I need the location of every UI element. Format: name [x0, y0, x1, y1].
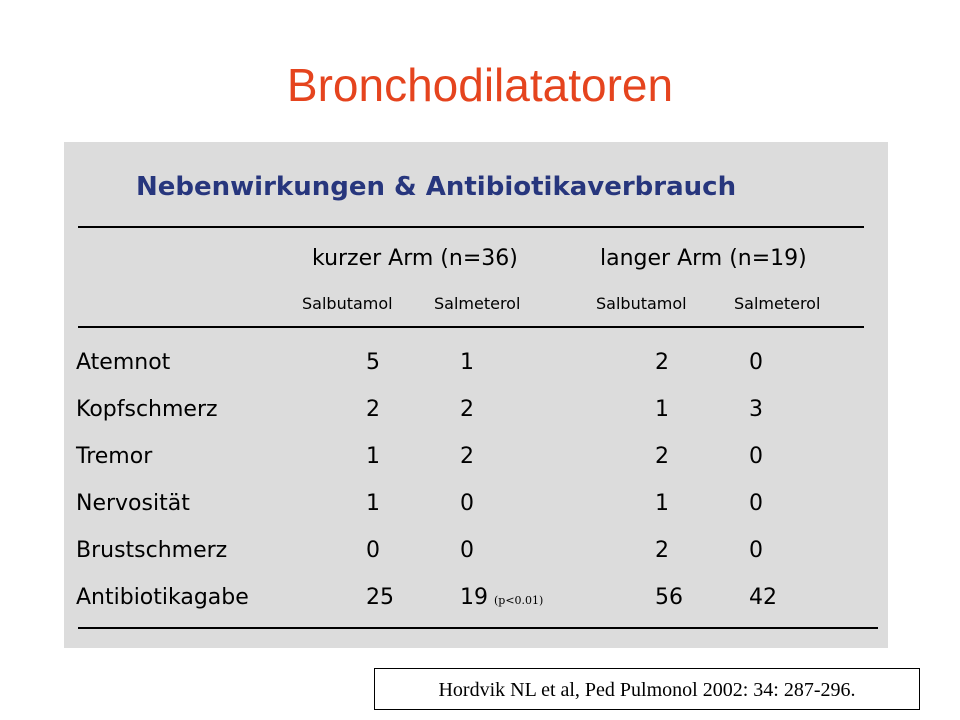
cell-long-salbutamol: 2 — [655, 444, 669, 469]
cell-long-salmeterol: 0 — [749, 538, 763, 563]
row-label: Atemnot — [76, 350, 171, 375]
cell-short-salmeterol: 2 — [460, 444, 474, 469]
cell-long-salmeterol: 0 — [749, 444, 763, 469]
cell-short-salbutamol: 1 — [366, 491, 380, 516]
cell-short-salbutamol: 1 — [366, 444, 380, 469]
cell-short-salbutamol: 25 — [366, 585, 394, 610]
divider-top — [78, 226, 864, 228]
row-label: Antibiotikagabe — [76, 585, 249, 610]
table-row — [64, 585, 888, 625]
table-row — [64, 397, 888, 437]
row-label: Brustschmerz — [76, 538, 228, 563]
cell-long-salbutamol: 1 — [655, 397, 669, 422]
cell-long-salmeterol: 3 — [749, 397, 763, 422]
header-drug-2: Salmeterol — [434, 294, 521, 313]
cell-short-salmeterol: 0 — [460, 538, 474, 563]
table-subtitle: Nebenwirkungen & Antibiotikaverbrauch — [136, 172, 737, 202]
table-row — [64, 491, 888, 531]
slide-title: Bronchodilatatoren — [286, 59, 674, 111]
cell-long-salmeterol: 0 — [749, 350, 763, 375]
table-panel — [64, 142, 888, 648]
table-row — [64, 538, 888, 578]
header-short-arm: kurzer Arm (n=36) — [312, 246, 518, 271]
cell-long-salbutamol: 56 — [655, 585, 683, 610]
citation-box: Hordvik NL et al, Ped Pulmonol 2002: 34: 287-296. — [374, 668, 920, 710]
cell-short-salbutamol: 2 — [366, 397, 380, 422]
header-drug-3: Salbutamol — [596, 294, 687, 313]
cell-long-salbutamol: 1 — [655, 491, 669, 516]
cell-short-salmeterol: 2 — [460, 397, 474, 422]
cell-long-salbutamol: 2 — [655, 350, 669, 375]
row-label: Kopfschmerz — [76, 397, 218, 422]
table-row — [64, 444, 888, 484]
cell-long-salmeterol: 42 — [749, 585, 777, 610]
divider-header — [78, 326, 864, 328]
header-drug-4: Salmeterol — [734, 294, 821, 313]
p-value-note: (p<0.01) — [494, 594, 544, 607]
row-label: Tremor — [76, 444, 153, 469]
cell-short-salmeterol: 0 — [460, 491, 474, 516]
cell-value: 19 — [460, 585, 488, 610]
cell-short-salbutamol: 5 — [366, 350, 380, 375]
cell-short-salbutamol: 0 — [366, 538, 380, 563]
cell-short-salmeterol: 1 — [460, 350, 474, 375]
cell-long-salmeterol: 0 — [749, 491, 763, 516]
cell-long-salbutamol: 2 — [655, 538, 669, 563]
header-drug-1: Salbutamol — [302, 294, 393, 313]
divider-bottom — [78, 627, 878, 629]
header-long-arm: langer Arm (n=19) — [600, 246, 807, 271]
table-row — [64, 350, 888, 390]
row-label: Nervosität — [76, 491, 190, 516]
cell-short-salmeterol — [460, 585, 543, 610]
